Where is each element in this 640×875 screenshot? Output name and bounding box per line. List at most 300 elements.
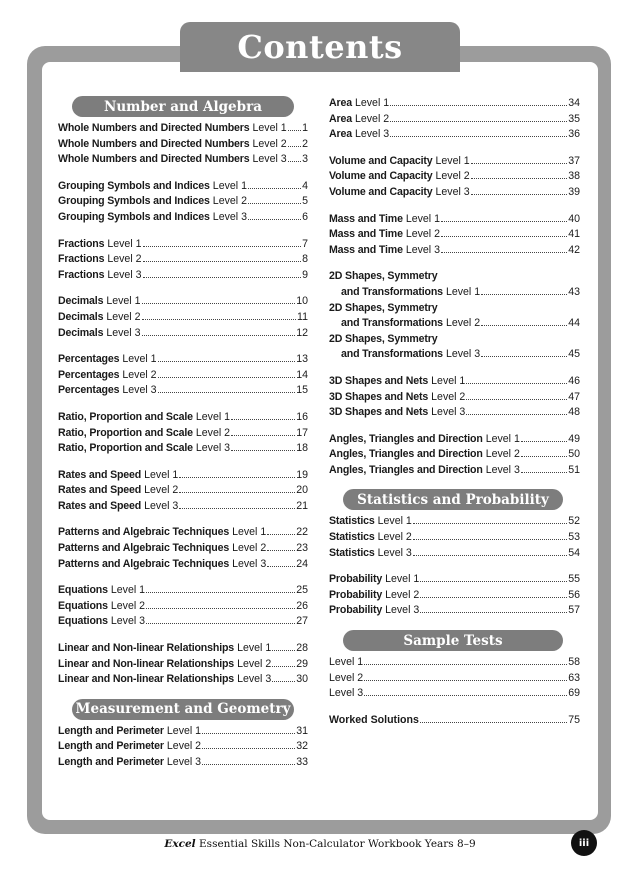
contents-group [58,468,308,515]
contents-entry[interactable] [329,713,580,729]
entry-page-number: 7 [302,237,308,250]
contents-entry[interactable] [329,447,580,463]
contents-entry[interactable] [329,546,580,562]
contents-entry[interactable] [329,154,580,170]
contents-entry[interactable] [58,557,308,573]
entry-level: Level 1 [195,410,231,423]
entry-level: Level 2 [237,657,272,670]
contents-entry[interactable] [329,301,580,317]
entry-topic: 3D Shapes and Nets [329,390,429,403]
dot-leader [471,193,568,195]
entry-topic: Mass and Time [329,212,403,225]
dot-leader [202,747,295,749]
dot-leader [146,591,295,593]
entry-page-number: 50 [568,448,580,461]
dot-leader [248,218,301,220]
contents-entry[interactable] [58,210,308,226]
contents-group [329,269,580,363]
entry-page-number: 28 [296,642,308,655]
entry-level: Level 1 [431,374,466,387]
entry-page-number: 27 [296,615,308,628]
entry-level: Level 3 [405,243,440,256]
dot-leader [142,318,297,320]
entry-page-number: 14 [296,368,308,381]
contents-group [58,724,308,771]
contents-entry[interactable] [58,426,308,442]
entry-topic: Linear and Non-linear Relationships [58,642,235,655]
contents-entry[interactable] [58,583,308,599]
contents-entry[interactable] [329,432,580,448]
dot-leader [267,565,295,567]
entry-topic: Fractions [58,237,105,250]
entry-page-number: 17 [296,426,308,439]
entry-topic: Patterns and Algebraic Techniques [58,542,230,555]
dot-leader [481,293,567,295]
entry-level: Level 3 [354,128,390,141]
dot-leader [413,538,567,540]
entry-topic: Statistics [329,546,375,559]
entry-topic: Fractions [58,268,105,281]
entry-topic: Equations [58,615,108,628]
entry-page-number: 19 [296,468,308,481]
entry-level: Level 2 [252,137,287,150]
entry-level: Level 2 [106,310,141,323]
contents-entry[interactable] [58,121,308,137]
contents-entry[interactable] [58,525,308,541]
section-heading: Sample Tests [343,630,563,651]
contents-group [58,294,308,341]
dot-leader [179,476,295,478]
dot-leader [364,694,567,696]
entry-page-number: 36 [568,128,580,141]
dot-leader [471,162,568,164]
contents-entry[interactable] [58,179,308,195]
entry-page-number: 23 [296,542,308,555]
contents-entry[interactable] [329,463,580,479]
entry-level: Level 1 [237,642,272,655]
dot-leader [202,763,295,765]
entry-level: Level 1 [212,179,247,192]
entry-topic: 2D Shapes, Symmetry [329,332,438,345]
contents-entry[interactable] [58,137,308,153]
entry-level: Level 2 [385,588,420,601]
entry-level: Level 3 [252,153,287,166]
dot-leader [143,260,302,262]
entry-topic: Rates and Speed [58,468,142,481]
contents-entry[interactable] [329,405,580,421]
contents-entry[interactable] [329,530,580,546]
entry-topic: Whole Numbers and Directed Numbers [58,153,250,166]
entry-topic: Percentages [58,353,120,366]
dot-leader [441,235,567,237]
entry-level: Level 2 [445,317,481,330]
dot-leader [288,129,301,131]
contents-entry[interactable] [329,185,580,201]
contents-entry[interactable] [58,310,308,326]
contents-group [58,179,308,226]
entry-topic: 3D Shapes and Nets [329,406,429,419]
entry-topic: Volume and Capacity [329,185,433,198]
contents-group [329,154,580,201]
entry-level: Level 1 [485,432,520,445]
entry-topic: Area [329,128,352,141]
entry-page-number: 26 [296,599,308,612]
contents-group [58,641,308,688]
entry-level: Level 1 [232,526,267,539]
contents-entry[interactable] [329,572,580,588]
entry-topic: Statistics [329,515,375,528]
contents-entry[interactable] [329,285,580,301]
dot-leader [179,507,295,509]
entry-page-number: 56 [568,588,580,601]
entry-topic: Probability [329,604,383,617]
contents-entry[interactable] [58,483,308,499]
dot-leader [142,302,296,304]
contents-group [329,655,580,702]
page-number-badge: iii [571,830,597,856]
entry-level: Level 1 [377,515,412,528]
contents-entry[interactable] [329,243,580,259]
contents-entry[interactable] [58,441,308,457]
entry-page-number: 11 [297,310,308,323]
contents-entry[interactable] [58,152,308,168]
dot-leader [481,324,567,326]
entry-level: Level 3 [385,604,420,617]
entry-topic: Fractions [58,253,105,266]
entry-topic: Grouping Symbols and Indices [58,179,210,192]
entry-level: Level 3 [237,673,272,686]
entry-page-number: 40 [568,212,580,225]
contents-entry[interactable] [58,252,308,268]
dot-leader [248,202,301,204]
entry-level: Level 1 [385,573,420,586]
entry-page-number: 69 [568,687,580,700]
entry-topic: Probability [329,588,383,601]
contents-entry[interactable] [329,332,580,348]
entry-topic: Ratio, Proportion and Scale [58,442,193,455]
entry-level: Level 1 [354,97,390,109]
right-column [329,96,580,739]
entry-topic: Angles, Triangles and Direction [329,448,483,461]
dot-leader [420,611,567,613]
contents-entry[interactable] [329,127,580,143]
contents-entry[interactable] [58,194,308,210]
entry-topic: Length and Perimeter [58,756,164,768]
entry-page-number: 22 [296,526,308,539]
contents-entry[interactable] [329,390,580,406]
entry-level: Level 2 [144,484,179,497]
entry-page-number: 5 [302,195,308,208]
entry-topic: Linear and Non-linear Relationships [58,657,235,670]
contents-entry[interactable] [58,672,308,688]
entry-page-number: 53 [568,531,580,544]
contents-group [329,572,580,619]
entry-level: Level 1 [110,584,146,597]
dot-leader [146,622,295,624]
entry-page-number: 12 [296,326,308,339]
contents-entry[interactable] [329,603,580,619]
entry-level: Level 1 [144,468,179,481]
contents-entry[interactable] [329,514,580,530]
dot-leader [288,160,301,162]
contents-entry[interactable] [58,657,308,673]
entry-topic: Statistics [329,531,375,544]
contents-group [58,121,308,168]
entry-topic: Area [329,112,352,125]
entry-topic: Angles, Triangles and Direction [329,432,483,445]
contents-entry[interactable] [329,655,580,671]
contents-entry[interactable] [58,755,308,771]
entry-topic: Grouping Symbols and Indices [58,195,210,208]
entry-level: Level 1 [435,154,470,167]
entry-page-number: 63 [568,671,580,684]
dot-leader [390,104,567,106]
contents-entry[interactable] [329,686,580,702]
entry-level: Level 2 [110,599,146,612]
title-tab [180,22,460,72]
footer-text: Essential Skills Non-Calculator Workbook Years 8–9 [195,838,476,850]
contents-entry[interactable] [58,352,308,368]
entry-topic: Whole Numbers and Directed Numbers [58,137,250,150]
entry-page-number: 44 [568,317,580,330]
entry-topic: Linear and Non-linear Relationships [58,673,235,686]
entry-level: Level 3 [166,756,202,768]
entry-level: Level 3 [377,546,412,559]
contents-group [58,410,308,457]
entry-page-number: 34 [568,97,580,109]
entry-level: Worked Solutions [329,713,419,726]
entry-level: Level 3 [144,499,179,512]
dot-leader [521,455,567,457]
dot-leader [441,220,567,222]
entry-topic: and Transformations [341,285,443,298]
dot-leader [390,120,567,122]
contents-entry[interactable] [58,599,308,615]
entry-page-number: 48 [568,406,580,419]
dot-leader [231,418,295,420]
contents-entry[interactable] [58,237,308,253]
entry-page-number: 21 [296,499,308,512]
entry-topic: Ratio, Proportion and Scale [58,410,193,423]
entry-topic: Decimals [58,326,104,339]
entry-page-number: 4 [302,179,308,192]
entry-page-number: 1 [302,122,308,134]
footer [0,838,640,850]
contents-entry[interactable] [58,383,308,399]
entry-page-number: 42 [568,243,580,256]
entry-page-number: 49 [568,432,580,445]
entry-topic: Patterns and Algebraic Techniques [58,557,230,570]
entry-level: Level 1 [329,656,364,669]
entry-topic: Angles, Triangles and Direction [329,463,483,476]
entry-page-number: 10 [296,295,308,308]
entry-page-number: 13 [296,353,308,366]
entry-topic: Length and Perimeter [58,740,164,753]
entry-page-number: 31 [296,724,308,737]
entry-level: Level 2 [107,253,142,266]
dot-leader [390,135,567,137]
entry-topic: Decimals [58,295,104,308]
contents-entry[interactable] [58,499,308,515]
entry-topic: Probability [329,573,383,586]
dot-leader [413,522,567,524]
contents-entry[interactable] [329,347,580,363]
entry-topic: Percentages [58,384,120,397]
contents-group [58,583,308,630]
entry-page-number: 75 [568,713,580,726]
dot-leader [143,276,302,278]
contents-entry[interactable] [58,739,308,755]
dot-leader [471,177,568,179]
dot-leader [231,434,295,436]
contents-entry[interactable] [58,368,308,384]
entry-topic: Volume and Capacity [329,170,433,183]
entry-page-number: 16 [296,410,308,423]
left-column [58,96,308,782]
entry-topic: 3D Shapes and Nets [329,374,429,387]
entry-page-number: 18 [296,442,308,455]
dot-leader [420,596,567,598]
entry-page-number: 30 [296,673,308,686]
contents-entry[interactable] [329,316,580,332]
entry-topic: Percentages [58,368,120,381]
contents-entry[interactable] [58,541,308,557]
dot-leader [420,580,567,582]
entry-page-number: 37 [568,154,580,167]
section-heading: Measurement and Geometry [72,699,294,720]
entry-level: Level 3 [110,615,146,628]
dot-leader [231,449,295,451]
entry-page-number: 55 [568,573,580,586]
dot-leader [481,355,567,357]
dot-leader [272,680,295,682]
entry-page-number: 25 [296,584,308,597]
entry-page-number: 39 [568,185,580,198]
entry-page-number: 15 [296,384,308,397]
entry-page-number: 47 [568,390,580,403]
entry-page-number: 38 [568,170,580,183]
entry-page-number: 29 [296,657,308,670]
entry-level: Level 3 [485,463,520,476]
entry-level: Level 2 [166,740,202,753]
dot-leader [272,649,295,651]
entry-topic: and Transformations [341,317,443,330]
entry-page-number: 45 [568,348,580,361]
dot-leader [248,187,301,189]
section-heading: Number and Algebra [72,96,294,117]
entry-level: Level 2 [431,390,466,403]
entry-page-number: 58 [568,656,580,669]
entry-level: Level 2 [329,671,364,684]
entry-page-number: 43 [568,285,580,298]
entry-page-number: 32 [296,740,308,753]
dot-leader [466,398,567,400]
dot-leader [413,554,567,556]
contents-entry[interactable] [58,410,308,426]
entry-level: Level 1 [252,122,287,134]
contents-entry[interactable] [58,724,308,740]
entry-level: Level 3 [435,185,470,198]
entry-level: Level 3 [445,348,481,361]
entry-topic: Mass and Time [329,243,403,256]
entry-topic: Mass and Time [329,228,403,241]
contents-entry[interactable] [329,169,580,185]
entry-level: Level 2 [405,228,440,241]
entry-topic: Patterns and Algebraic Techniques [58,526,230,539]
page-title: Contents [237,28,403,66]
contents-entry[interactable] [58,641,308,657]
contents-group [329,374,580,421]
entry-level: Level 3 [107,268,142,281]
entry-topic: Area [329,97,352,109]
dot-leader [420,721,567,723]
dot-leader [146,607,295,609]
contents-group [329,514,580,561]
contents-entry[interactable] [329,96,580,112]
entry-topic: Decimals [58,310,104,323]
section-heading: Statistics and Probability [343,489,563,510]
entry-topic: Volume and Capacity [329,154,433,167]
contents-group [58,525,308,572]
entry-level: Level 2 [354,112,390,125]
dot-leader [364,663,567,665]
entry-topic: Length and Perimeter [58,724,164,737]
entry-level: Level 2 [377,531,412,544]
contents-group [329,432,580,479]
contents-group [329,212,580,259]
entry-topic: Whole Numbers and Directed Numbers [58,122,250,134]
entry-page-number: 9 [302,268,308,281]
contents-entry[interactable] [58,614,308,630]
contents-entry[interactable] [58,294,308,310]
contents-entry[interactable] [329,374,580,390]
contents-group [329,96,580,143]
contents-entry[interactable] [58,326,308,342]
entry-page-number: 52 [568,515,580,528]
contents-entry[interactable] [58,268,308,284]
entry-level: Level 3 [195,442,231,455]
dot-leader [364,679,567,681]
entry-topic: Rates and Speed [58,484,142,497]
entry-page-number: 3 [302,153,308,166]
entry-topic: Equations [58,584,108,597]
entry-level: Level 2 [195,426,231,439]
entry-level: Level 2 [435,170,470,183]
contents-entry[interactable] [329,227,580,243]
contents-entry[interactable] [329,112,580,128]
contents-entry[interactable] [329,212,580,228]
entry-level: Level 1 [122,353,157,366]
entry-topic: Ratio, Proportion and Scale [58,426,193,439]
entry-topic: Rates and Speed [58,499,142,512]
entry-level: Level 3 [122,384,157,397]
dot-leader [158,360,296,362]
contents-entry[interactable] [58,468,308,484]
dot-leader [179,491,295,493]
entry-level: Level 3 [232,557,267,570]
entry-page-number: 35 [568,112,580,125]
dot-leader [288,145,301,147]
contents-group [329,713,580,729]
contents-entry[interactable] [329,588,580,604]
contents-entry[interactable] [329,671,580,687]
entry-page-number: 57 [568,604,580,617]
contents-group [58,237,308,284]
entry-page-number: 46 [568,374,580,387]
dot-leader [521,471,567,473]
entry-page-number: 33 [296,756,308,768]
contents-entry[interactable] [329,269,580,285]
